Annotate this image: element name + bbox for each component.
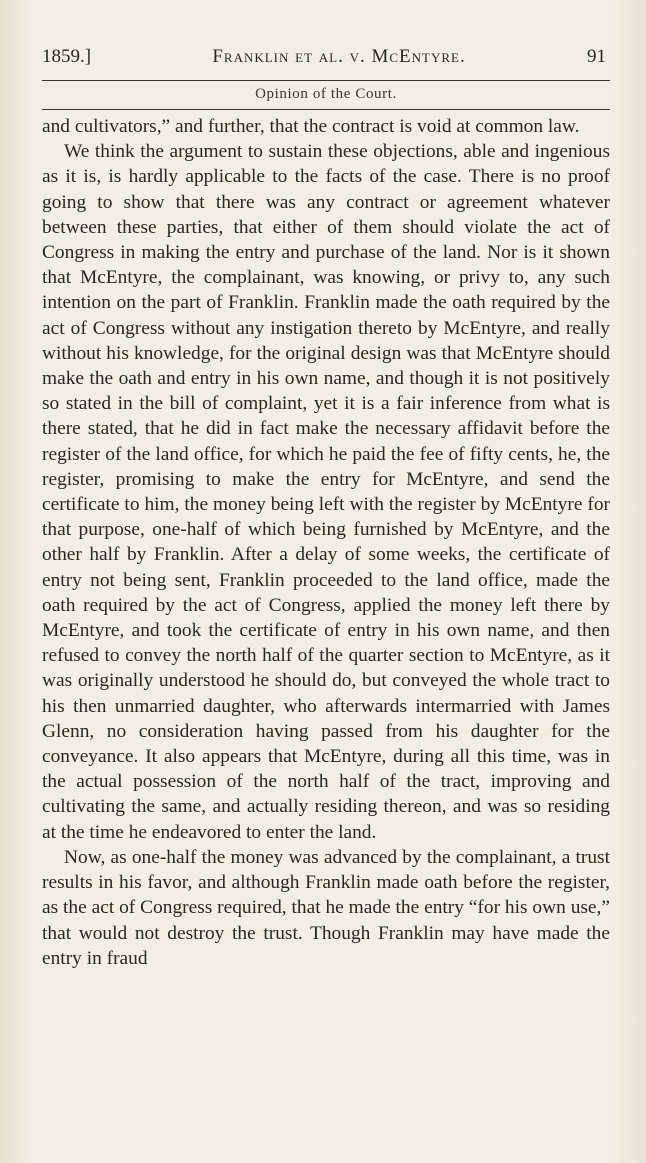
year-bracket: 1859.]	[42, 46, 92, 67]
page-number: 91	[587, 46, 606, 67]
case-title: Franklin et al. v. McEntyre.	[212, 46, 466, 67]
paragraph-trust: Now, as one-half the money was advanced by the complainant, a trust results in his favor, and although Franklin made oath before the register, as the act of Congress required, that he made the entry “for his own use,” that would not destroy the trust. Though Franklin may have made the entry in fraud	[42, 846, 610, 969]
section-heading: Opinion of the Court.	[255, 86, 397, 102]
body-text	[42, 114, 610, 971]
section-rule	[42, 109, 610, 110]
running-header	[42, 46, 610, 72]
paragraph-argument: We think the argument to sustain these objections, able and ingenious as it is, is hardly applicable to the facts of the case. There is no proof going to show that there was any contract or agreement whatever between these parties, that either of them should violate the act of Congress in making the entry and purchase of the land. Nor is it shown that McEntyre, the complainant, was knowing, or privy to, any such intention on the part of Franklin. Franklin made the oath required by the act of Congress without any instigation thereto by McEntyre, and really without his knowledge, for the original design was that McEntyre should make the oath and entry in his own name, and though it is not positively so stated in the bill of complaint, yet it is a fair inference from what is there stated, that he did in fact make the necessary affidavit before the register of the land office, for which he paid the fee of fifty cents, he, the register, promising to make the entry for McEntyre, and send the certificate to him, the money being left with the register by McEntyre for that purpose, one-half of which being furnished by McEntyre, and the other half by Franklin. After a delay of some weeks, the certificate of entry not being sent, Franklin proceeded to the land office, made the oath required by the act of Congress, applied the money left there by McEntyre, and took the certificate of entry in his own name, and then refused to convey the north half of the quarter section to McEntyre, as it was originally understood he should do, but conveyed the whole tract to his then unmarried daughter, who afterwards intermarried with James Glenn, no consideration having passed from his daughter for the conveyance. It also appears that McEntyre, during all this time, was in the actual possession of the north half of the tract, improving and cultivating the same, and actually residing thereon, and was so residing at the time he endeavored to enter the land.	[42, 141, 610, 843]
header-rule	[42, 80, 610, 81]
paragraph-continuation: and cultivators,” and further, that the contract is void at common law.	[42, 116, 580, 137]
